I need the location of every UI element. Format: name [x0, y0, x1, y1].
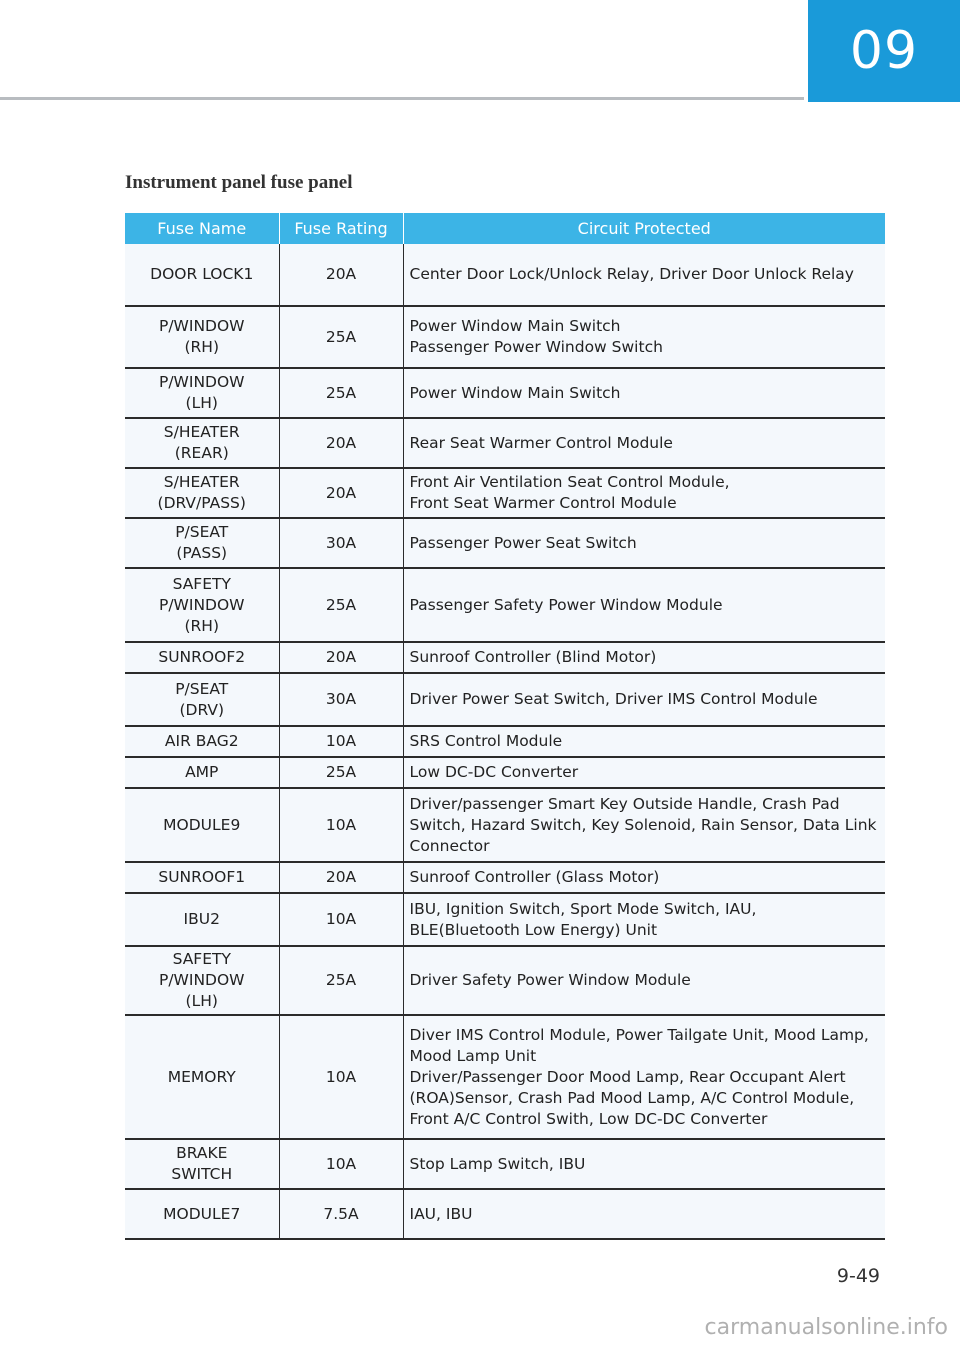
table-row: [125, 418, 885, 468]
table-row: [125, 642, 885, 673]
table-row: [125, 788, 885, 862]
table-row: [125, 244, 885, 306]
fuse-name-cell: MODULE7: [125, 1189, 279, 1239]
fuse-name-cell: P/SEAT (PASS): [125, 518, 279, 568]
fuse-name-cell: MEMORY: [125, 1015, 279, 1139]
circuit-protected-cell: Passenger Safety Power Window Module: [403, 568, 885, 642]
circuit-protected-cell: Power Window Main Switch: [403, 368, 885, 418]
fuse-table-body: [125, 244, 885, 1239]
table-row: [125, 946, 885, 1015]
table-row: [125, 757, 885, 788]
table-row: [125, 893, 885, 946]
circuit-protected-cell: Driver Power Seat Switch, Driver IMS Control Module: [403, 673, 885, 726]
fuse-name-cell: SAFETY P/WINDOW (RH): [125, 568, 279, 642]
circuit-protected-cell: IAU, IBU: [403, 1189, 885, 1239]
circuit-protected-cell: Driver Safety Power Window Module: [403, 946, 885, 1015]
circuit-protected-cell: Diver IMS Control Module, Power Tailgate Unit, Mood Lamp, Mood Lamp Unit Driver/Passenger Door Mood Lamp, Rear Occupant Alert (ROA)Sensor, Crash Pad Mood Lamp, A/C Control Module, Front A/C Control Swith, Low DC-DC Converter: [403, 1015, 885, 1139]
fuse-rating-cell: 20A: [279, 642, 403, 673]
table-row: [125, 862, 885, 893]
circuit-protected-cell: Sunroof Controller (Glass Motor): [403, 862, 885, 893]
table-row: [125, 368, 885, 418]
circuit-protected-cell: Front Air Ventilation Seat Control Module, Front Seat Warmer Control Module: [403, 468, 885, 518]
circuit-protected-cell: Rear Seat Warmer Control Module: [403, 418, 885, 468]
table-row: [125, 468, 885, 518]
fuse-rating-cell: 10A: [279, 788, 403, 862]
fuse-table-header: [125, 213, 885, 244]
circuit-protected-cell: Low DC-DC Converter: [403, 757, 885, 788]
chapter-tab: 09: [808, 0, 960, 102]
page-number: 9-49: [836, 1265, 880, 1287]
header-rule: [0, 97, 804, 100]
fuse-name-cell: P/WINDOW (RH): [125, 306, 279, 368]
circuit-protected-cell: Power Window Main Switch Passenger Power Window Switch: [403, 306, 885, 368]
fuse-rating-cell: 25A: [279, 368, 403, 418]
circuit-protected-cell: Driver/passenger Smart Key Outside Handle, Crash Pad Switch, Hazard Switch, Key Solenoid, Rain Sensor, Data Link Connector: [403, 788, 885, 862]
fuse-rating-cell: 20A: [279, 418, 403, 468]
header-circuit-protected: Circuit Protected: [403, 213, 885, 244]
fuse-name-cell: SUNROOF2: [125, 642, 279, 673]
circuit-protected-cell: SRS Control Module: [403, 726, 885, 757]
fuse-name-cell: MODULE9: [125, 788, 279, 862]
fuse-name-cell: P/SEAT (DRV): [125, 673, 279, 726]
header-row: [125, 213, 885, 244]
fuse-name-cell: S/HEATER (REAR): [125, 418, 279, 468]
fuse-table: [125, 213, 885, 1240]
fuse-rating-cell: 25A: [279, 568, 403, 642]
circuit-protected-cell: IBU, Ignition Switch, Sport Mode Switch, IAU, BLE(Bluetooth Low Energy) Unit: [403, 893, 885, 946]
fuse-rating-cell: 25A: [279, 946, 403, 1015]
fuse-rating-cell: 20A: [279, 468, 403, 518]
table-row: [125, 306, 885, 368]
header-fuse-name: Fuse Name: [125, 213, 279, 244]
fuse-rating-cell: 25A: [279, 757, 403, 788]
section-title: Instrument panel fuse panel: [125, 172, 353, 193]
table-row: [125, 1015, 885, 1139]
table-row: [125, 673, 885, 726]
table-row: [125, 518, 885, 568]
fuse-rating-cell: 30A: [279, 518, 403, 568]
fuse-rating-cell: 25A: [279, 306, 403, 368]
fuse-name-cell: P/WINDOW (LH): [125, 368, 279, 418]
fuse-name-cell: IBU2: [125, 893, 279, 946]
fuse-name-cell: DOOR LOCK1: [125, 244, 279, 306]
fuse-name-cell: SAFETY P/WINDOW (LH): [125, 946, 279, 1015]
fuse-rating-cell: 10A: [279, 893, 403, 946]
circuit-protected-cell: Passenger Power Seat Switch: [403, 518, 885, 568]
fuse-name-cell: S/HEATER (DRV/PASS): [125, 468, 279, 518]
table-row: [125, 1189, 885, 1239]
fuse-rating-cell: 30A: [279, 673, 403, 726]
table-row: [125, 568, 885, 642]
table-row: [125, 1139, 885, 1189]
fuse-rating-cell: 20A: [279, 244, 403, 306]
fuse-name-cell: SUNROOF1: [125, 862, 279, 893]
fuse-rating-cell: 10A: [279, 1015, 403, 1139]
fuse-rating-cell: 10A: [279, 726, 403, 757]
header-fuse-rating: Fuse Rating: [279, 213, 403, 244]
circuit-protected-cell: Stop Lamp Switch, IBU: [403, 1139, 885, 1189]
circuit-protected-cell: Sunroof Controller (Blind Motor): [403, 642, 885, 673]
fuse-rating-cell: 7.5A: [279, 1189, 403, 1239]
fuse-rating-cell: 10A: [279, 1139, 403, 1189]
table-row: [125, 726, 885, 757]
circuit-protected-cell: Center Door Lock/Unlock Relay, Driver Door Unlock Relay: [403, 244, 885, 306]
watermark: carmanualsonline.info: [704, 1315, 948, 1340]
fuse-name-cell: AMP: [125, 757, 279, 788]
fuse-rating-cell: 20A: [279, 862, 403, 893]
fuse-name-cell: AIR BAG2: [125, 726, 279, 757]
fuse-name-cell: BRAKE SWITCH: [125, 1139, 279, 1189]
